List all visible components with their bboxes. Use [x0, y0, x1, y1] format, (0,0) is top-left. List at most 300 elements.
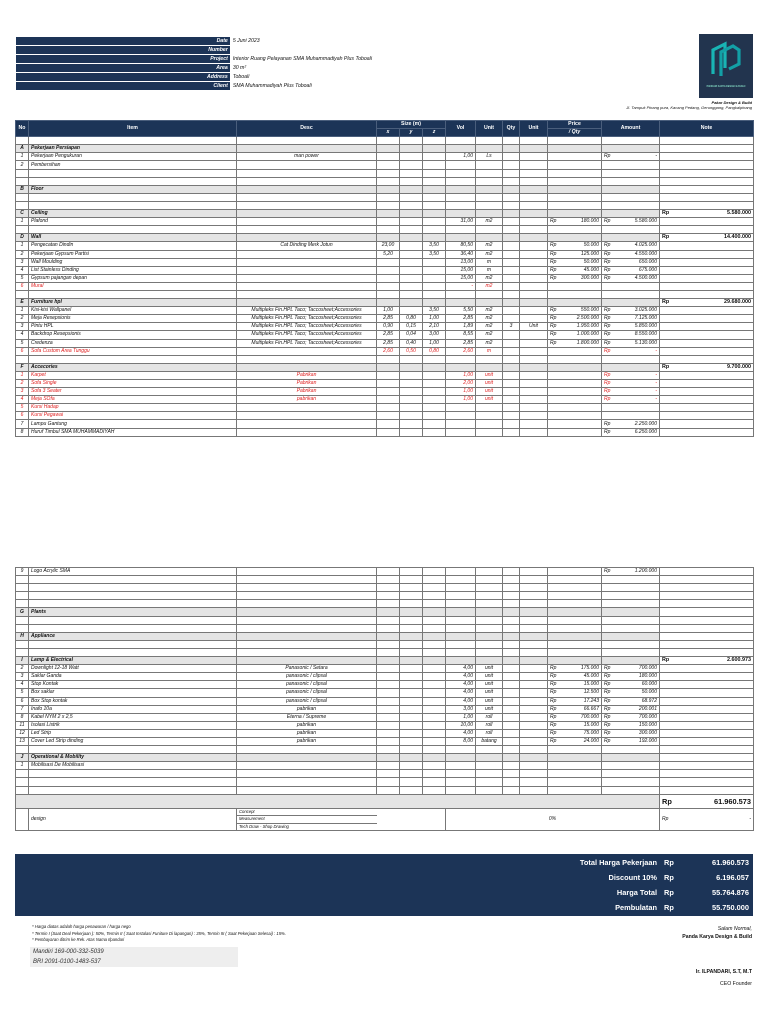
row-unit	[476, 657, 503, 665]
row-price	[548, 697, 602, 705]
row-unit2	[520, 290, 548, 298]
col-unit2: Unit	[520, 121, 548, 137]
row-qty	[503, 331, 520, 339]
company-address: Jl. Tampuk Pinang pura, Kacang Pedang, Gerunggang, Pangkalpinang	[626, 105, 752, 110]
row-qty	[503, 746, 520, 754]
row-item: Pekerjaan Persiapan	[29, 145, 237, 153]
row-x	[377, 145, 400, 153]
row-note	[660, 412, 754, 420]
row-desc	[237, 600, 377, 608]
row-x	[377, 210, 400, 218]
row-vol: 80,50	[446, 242, 476, 250]
row-y	[400, 242, 423, 250]
row-z	[423, 746, 446, 754]
row-amount	[602, 616, 660, 624]
row-note	[660, 762, 754, 770]
row-x	[377, 600, 400, 608]
row-price	[548, 193, 602, 201]
row-vol: 1,00	[446, 396, 476, 404]
row-y	[400, 640, 423, 648]
table-row	[16, 226, 754, 234]
row-price-currency: Rp	[550, 331, 557, 338]
row-y	[400, 705, 423, 713]
row-note	[660, 640, 754, 648]
row-y	[400, 290, 423, 298]
row-no: 8	[16, 713, 29, 721]
row-amount-value: 675.000	[638, 266, 657, 273]
row-item: Meja SOfa	[29, 396, 237, 404]
row-qty	[503, 632, 520, 640]
row-unit2	[520, 177, 548, 185]
row-amount-currency: Rp	[604, 339, 611, 346]
row-price-currency: Rp	[550, 705, 557, 712]
row-x	[377, 568, 400, 576]
row-x	[377, 226, 400, 234]
row-price	[548, 299, 602, 307]
row-price	[548, 169, 602, 177]
row-price-currency: Rp	[550, 250, 557, 257]
row-amount-currency: Rp	[604, 729, 611, 736]
row-amount	[602, 713, 660, 721]
row-item: Operational & Mobility	[29, 754, 237, 762]
row-price	[548, 210, 602, 218]
row-qty	[503, 177, 520, 185]
info-value: 30 m²	[230, 64, 374, 73]
row-amount-currency: Rp	[604, 307, 611, 314]
row-vol: 4,00	[446, 673, 476, 681]
row-amount-currency: Rp	[604, 250, 611, 257]
info-value	[230, 46, 374, 55]
table-row	[16, 161, 754, 169]
row-note	[660, 193, 754, 201]
col-note: Note	[660, 121, 754, 137]
row-note	[660, 331, 754, 339]
col-y: y	[400, 129, 423, 137]
row-item: Karpet	[29, 371, 237, 379]
row-vol	[446, 632, 476, 640]
row-qty	[503, 347, 520, 355]
row-unit	[476, 299, 503, 307]
row-note	[660, 665, 754, 673]
row-vol: 31,00	[446, 218, 476, 226]
row-desc: Pabrikan	[237, 388, 377, 396]
col-z: z	[423, 129, 446, 137]
row-x	[377, 632, 400, 640]
table-row	[16, 315, 754, 323]
row-note	[660, 250, 754, 258]
row-unit2	[520, 299, 548, 307]
row-desc	[237, 624, 377, 632]
row-price	[548, 218, 602, 226]
row-qty	[503, 404, 520, 412]
row-desc	[237, 420, 377, 428]
rab-table-page-2	[15, 567, 754, 831]
row-z	[423, 355, 446, 363]
row-amount-currency: Rp	[604, 420, 611, 427]
row-item: Meja Resepsionis	[29, 315, 237, 323]
row-note	[660, 371, 754, 379]
row-unit2	[520, 681, 548, 689]
row-unit	[476, 201, 503, 209]
row-amount-value: 3.025.000	[634, 307, 657, 314]
row-item	[29, 746, 237, 754]
row-note	[660, 274, 754, 282]
row-item: Isolasi Listrik	[29, 721, 237, 729]
row-no: 2	[16, 380, 29, 388]
row-item	[29, 648, 237, 656]
row-vol	[446, 193, 476, 201]
row-amount	[602, 266, 660, 274]
row-vol: 5,50	[446, 307, 476, 315]
row-unit: unit	[476, 689, 503, 697]
row-x	[377, 624, 400, 632]
row-amount-value: 700.000	[638, 713, 657, 720]
design-subitem: Concept	[237, 809, 377, 817]
table-row	[16, 721, 754, 729]
project-info-table	[15, 36, 375, 91]
row-amount	[602, 177, 660, 185]
row-qty	[503, 258, 520, 266]
row-x	[377, 363, 400, 371]
row-amount-value: 6.250.000	[634, 428, 657, 435]
table-row	[16, 371, 754, 379]
row-unit: roll	[476, 713, 503, 721]
row-y	[400, 568, 423, 576]
row-amount	[602, 673, 660, 681]
row-unit	[476, 355, 503, 363]
row-unit	[476, 210, 503, 218]
row-y	[400, 770, 423, 778]
row-vol: 8,00	[446, 737, 476, 745]
row-unit2	[520, 640, 548, 648]
row-amount-value: 150.000	[638, 721, 657, 728]
row-item: Floor	[29, 185, 237, 193]
row-unit	[476, 193, 503, 201]
row-no	[16, 592, 29, 600]
row-desc	[237, 210, 377, 218]
row-amount-value: 180.000	[638, 673, 657, 680]
table-row	[16, 396, 754, 404]
row-amount	[602, 145, 660, 153]
row-x	[377, 616, 400, 624]
row-no: 2	[16, 250, 29, 258]
row-qty	[503, 355, 520, 363]
row-z	[423, 137, 446, 145]
row-vol	[446, 290, 476, 298]
row-vol: 2,60	[446, 347, 476, 355]
row-vol	[446, 210, 476, 218]
row-unit: unit	[476, 705, 503, 713]
row-y	[400, 713, 423, 721]
row-y	[400, 258, 423, 266]
table-row	[16, 665, 754, 673]
row-amount-currency: Rp	[604, 673, 611, 680]
design-subitems	[237, 808, 446, 831]
row-item: List Stainless Dinding	[29, 266, 237, 274]
info-row	[16, 73, 375, 82]
row-note	[660, 218, 754, 226]
col-size: Size (m)	[377, 121, 446, 129]
row-amount-value: -	[655, 347, 657, 354]
row-amount-currency: Rp	[604, 153, 611, 160]
row-item: Box Stop kontak	[29, 697, 237, 705]
row-vol	[446, 363, 476, 371]
row-y	[400, 161, 423, 169]
row-no	[16, 169, 29, 177]
row-unit	[476, 420, 503, 428]
row-note	[660, 648, 754, 656]
row-amount	[602, 576, 660, 584]
row-x	[377, 412, 400, 420]
row-amount	[602, 786, 660, 794]
total-label: Pembulatan	[615, 903, 657, 912]
row-unit: m2	[476, 218, 503, 226]
row-amount-currency: Rp	[604, 266, 611, 273]
row-x	[377, 648, 400, 656]
row-no: 3	[16, 323, 29, 331]
table-row	[16, 234, 754, 242]
table-row	[16, 218, 754, 226]
row-vol	[446, 177, 476, 185]
row-unit2	[520, 201, 548, 209]
row-amount	[602, 721, 660, 729]
row-qty	[503, 754, 520, 762]
row-price-currency: Rp	[550, 738, 557, 745]
row-unit: m	[476, 258, 503, 266]
row-note	[660, 290, 754, 298]
row-price	[548, 234, 602, 242]
row-amount-currency: Rp	[604, 568, 611, 575]
row-unit: unit	[476, 665, 503, 673]
row-amount-value: 5.850.000	[634, 323, 657, 330]
row-amount-currency: Rp	[604, 218, 611, 225]
row-no: 6	[16, 347, 29, 355]
row-x: 2,85	[377, 315, 400, 323]
row-no	[16, 616, 29, 624]
row-price-currency: Rp	[550, 665, 557, 672]
row-amount-value: 300.000	[638, 729, 657, 736]
row-item: Inafo 10a	[29, 705, 237, 713]
row-price	[548, 608, 602, 616]
row-z	[423, 201, 446, 209]
row-item	[29, 640, 237, 648]
table-row	[16, 355, 754, 363]
row-unit2	[520, 697, 548, 705]
row-unit2	[520, 420, 548, 428]
row-desc: pabrikan	[237, 729, 377, 737]
row-z	[423, 640, 446, 648]
row-item: Lamp & Electrical	[29, 657, 237, 665]
row-z	[423, 363, 446, 371]
row-unit	[476, 640, 503, 648]
row-no: E	[16, 299, 29, 307]
row-price-value: 175.000	[580, 665, 599, 672]
col-no: No	[16, 121, 29, 137]
row-amount-value: 5.580.000	[634, 218, 657, 225]
row-price-value: 45.000	[583, 673, 599, 680]
row-unit2	[520, 729, 548, 737]
row-desc	[237, 640, 377, 648]
row-desc	[237, 290, 377, 298]
row-qty	[503, 584, 520, 592]
row-amount-currency: Rp	[604, 315, 611, 322]
row-unit2	[520, 226, 548, 234]
table-row	[16, 331, 754, 339]
row-z: 1,00	[423, 339, 446, 347]
table-row	[16, 697, 754, 705]
row-item	[29, 786, 237, 794]
row-price-currency: Rp	[550, 729, 557, 736]
row-qty	[503, 592, 520, 600]
info-label: Area	[16, 64, 231, 73]
row-amount-value: 5.130.000	[634, 339, 657, 346]
row-price-value: 550.000	[580, 307, 599, 314]
row-z	[423, 576, 446, 584]
row-amount	[602, 371, 660, 379]
info-row	[16, 37, 375, 46]
row-unit	[476, 592, 503, 600]
info-label: Project	[16, 55, 231, 64]
row-vol: 36,40	[446, 250, 476, 258]
row-x	[377, 371, 400, 379]
row-no: 4	[16, 331, 29, 339]
row-price	[548, 648, 602, 656]
row-note	[660, 347, 754, 355]
row-note	[660, 201, 754, 209]
table-row	[16, 412, 754, 420]
row-z	[423, 412, 446, 420]
row-unit2	[520, 786, 548, 794]
row-desc: Multipleks Fin.HPL Taco; Taccosheet;Accessories	[237, 339, 377, 347]
row-unit2	[520, 721, 548, 729]
row-unit2	[520, 762, 548, 770]
table-row	[16, 193, 754, 201]
row-amount	[602, 380, 660, 388]
col-item: Item	[29, 121, 237, 137]
design-label: design	[29, 808, 237, 831]
table-row	[16, 640, 754, 648]
row-amount	[602, 307, 660, 315]
row-no: D	[16, 234, 29, 242]
info-value: SMA Muhammadiyah Plus Toboali	[230, 82, 374, 91]
row-amount	[602, 592, 660, 600]
total-value: 55.764.876	[712, 888, 749, 897]
row-desc	[237, 137, 377, 145]
row-z	[423, 193, 446, 201]
row-x	[377, 689, 400, 697]
row-price-value: 75.000	[583, 729, 599, 736]
row-y	[400, 218, 423, 226]
table-row	[16, 290, 754, 298]
row-note	[660, 282, 754, 290]
table-row	[16, 778, 754, 786]
row-unit2	[520, 770, 548, 778]
row-desc: Eterna / Supreme	[237, 713, 377, 721]
row-desc: pabrikan	[237, 721, 377, 729]
row-y	[400, 697, 423, 705]
row-amount-value: -	[655, 388, 657, 395]
row-z	[423, 762, 446, 770]
row-amount-value: 2.250.000	[634, 420, 657, 427]
row-price	[548, 705, 602, 713]
row-unit2	[520, 258, 548, 266]
row-unit	[476, 576, 503, 584]
row-note	[660, 177, 754, 185]
row-note	[660, 363, 754, 371]
row-x: 0,90	[377, 323, 400, 331]
row-desc	[237, 770, 377, 778]
total-row	[15, 900, 753, 915]
row-desc	[237, 282, 377, 290]
row-z	[423, 770, 446, 778]
row-item: Logo Acrylic SMA	[29, 568, 237, 576]
row-price-value: 12.500	[583, 689, 599, 696]
totals-panel	[15, 854, 753, 916]
row-amount	[602, 218, 660, 226]
row-unit2	[520, 137, 548, 145]
row-unit: unit	[476, 681, 503, 689]
table-row	[16, 428, 754, 436]
row-unit2	[520, 380, 548, 388]
row-z	[423, 657, 446, 665]
row-price-currency: Rp	[550, 274, 557, 281]
row-price-value: 180.000	[580, 218, 599, 225]
row-z	[423, 380, 446, 388]
row-unit: roll	[476, 729, 503, 737]
row-no	[16, 640, 29, 648]
row-y	[400, 193, 423, 201]
row-qty	[503, 673, 520, 681]
row-z	[423, 705, 446, 713]
row-z	[423, 778, 446, 786]
row-unit	[476, 363, 503, 371]
row-note-currency: Rp	[662, 234, 670, 241]
row-unit	[476, 145, 503, 153]
row-no: 1	[16, 371, 29, 379]
sign-company: Panda Karya Design & Build	[682, 934, 752, 940]
row-price-value: 50.000	[583, 242, 599, 249]
row-vol	[446, 420, 476, 428]
row-y	[400, 177, 423, 185]
row-qty	[503, 153, 520, 161]
bank-account: Mandiri 169-000-332-5039	[33, 949, 104, 955]
table-row	[16, 177, 754, 185]
row-qty	[503, 762, 520, 770]
row-note	[660, 420, 754, 428]
row-price-value: 15.000	[583, 721, 599, 728]
row-vol	[446, 137, 476, 145]
row-price-currency: Rp	[550, 673, 557, 680]
row-price-currency: Rp	[550, 697, 557, 704]
row-y	[400, 689, 423, 697]
row-unit	[476, 778, 503, 786]
row-note	[660, 584, 754, 592]
row-vol: -	[446, 282, 476, 290]
subtotal-currency: Rp	[662, 796, 672, 806]
row-qty	[503, 315, 520, 323]
row-z: 3,00	[423, 331, 446, 339]
row-unit2	[520, 307, 548, 315]
table-row	[16, 420, 754, 428]
row-vol	[446, 746, 476, 754]
row-z	[423, 258, 446, 266]
row-no: 4	[16, 396, 29, 404]
row-note	[660, 778, 754, 786]
row-desc	[237, 234, 377, 242]
table-row	[16, 729, 754, 737]
row-vol	[446, 584, 476, 592]
row-z: 3,50	[423, 242, 446, 250]
